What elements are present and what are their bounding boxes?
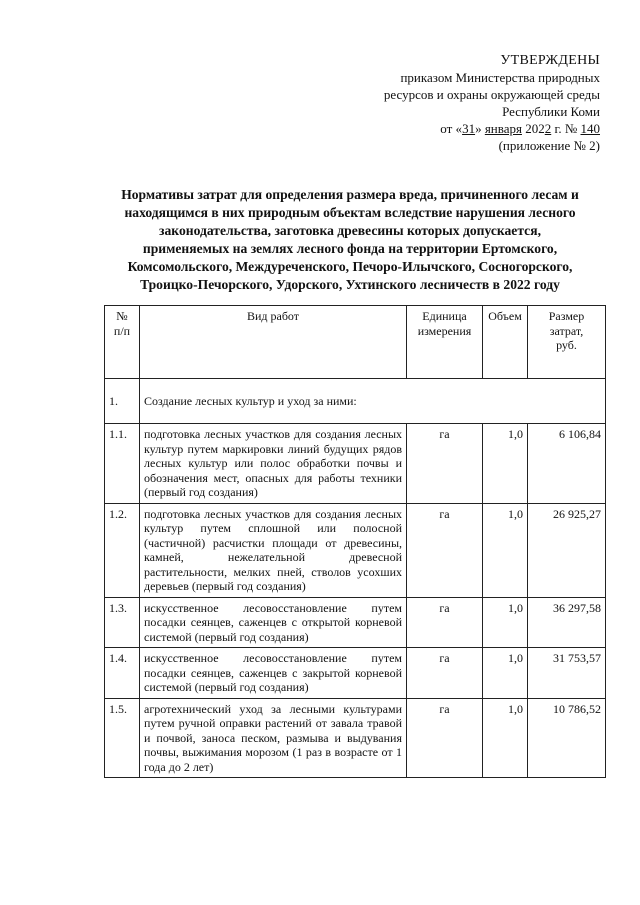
title-line: Комсомольского, Междуреченского, Печоро-Илычского, Сосногорского, bbox=[127, 259, 573, 274]
date-day: 31 bbox=[462, 121, 476, 136]
approval-date bbox=[384, 120, 600, 137]
row-cost: 6 106,84 bbox=[528, 424, 606, 504]
approval-line: ресурсов и охраны окружающей среды bbox=[383, 87, 600, 102]
header-work: Вид работ bbox=[140, 306, 407, 379]
date-order-label: г. № bbox=[551, 121, 581, 136]
row-work: подготовка лесных участков для создания лесных культур путем маркировки линий будущих рядов лесных культур или полос обработки почвы и обозначения мест, опасных для работы техники (первый год создания) bbox=[140, 424, 407, 504]
table-row bbox=[105, 503, 606, 597]
order-number: 140 bbox=[580, 121, 600, 136]
row-work: агротехнический уход за лесными культурами путем ручной оправки растений от завала травой и почвой, заноса песком, размыва и выдувания почвы, выжимания морозом (1 раз в возрасте от 1 года до 2 лет) bbox=[140, 698, 407, 778]
table-row bbox=[105, 648, 606, 699]
title-line: применяемых на землях лесного фонда на территории Ертомского, bbox=[142, 241, 558, 256]
row-work: искусственное лесовосстановление путем посадки сеянцев, саженцев с открытой корневой системой (первый год создания) bbox=[140, 597, 407, 648]
row-unit: га bbox=[407, 648, 483, 699]
row-number: 1.5. bbox=[105, 698, 140, 778]
row-work: подготовка лесных участков для создания лесных культур путем сплошной или полосной (частичной) расчистки площади от древесины, камней, нежелательной древесной растительности, мелких пней, стволов усохших деревьев (первый год создания) bbox=[140, 503, 407, 597]
title-line: Троицко-Печорского, Удорского, Ухтинского лесничеств в 2022 году bbox=[140, 277, 560, 292]
row-unit: га bbox=[407, 597, 483, 648]
approval-line: Республики Коми bbox=[502, 104, 600, 119]
row-number: 1.4. bbox=[105, 648, 140, 699]
row-number: 1.1. bbox=[105, 424, 140, 504]
norms-table bbox=[104, 305, 606, 778]
row-unit: га bbox=[407, 503, 483, 597]
document-title bbox=[90, 186, 610, 294]
title-line: находящимся в них природным объектам вследствие нарушения лесного bbox=[124, 205, 576, 220]
row-unit: га bbox=[407, 698, 483, 778]
table-row bbox=[105, 698, 606, 778]
title-line: Нормативы затрат для определения размера вреда, причиненного лесам и bbox=[121, 187, 579, 202]
row-unit: га bbox=[407, 424, 483, 504]
table-row bbox=[105, 424, 606, 504]
section-row bbox=[105, 379, 606, 424]
row-number: 1.2. bbox=[105, 503, 140, 597]
row-cost: 10 786,52 bbox=[528, 698, 606, 778]
date-month: января bbox=[484, 121, 522, 136]
date-year-prefix: 202 bbox=[521, 121, 545, 136]
row-cost: 26 925,27 bbox=[528, 503, 606, 597]
row-volume: 1,0 bbox=[483, 424, 528, 504]
header-number: № п/п bbox=[105, 306, 140, 379]
date-prefix: от « bbox=[440, 121, 463, 136]
row-cost: 36 297,58 bbox=[528, 597, 606, 648]
approval-heading: УТВЕРЖДЕНЫ bbox=[500, 53, 600, 68]
header-unit: Единица измерения bbox=[407, 306, 483, 379]
row-work: искусственное лесовосстановление путем посадки сеянцев, саженцев с закрытой корневой системой (первый год создания) bbox=[140, 648, 407, 699]
row-cost: 31 753,57 bbox=[528, 648, 606, 699]
row-volume: 1,0 bbox=[483, 503, 528, 597]
date-sep: » bbox=[475, 121, 485, 136]
section-label: Создание лесных культур и уход за ними: bbox=[140, 379, 606, 424]
approval-stamp bbox=[384, 52, 600, 154]
annex-label: (приложение № 2) bbox=[498, 138, 600, 153]
table-row bbox=[105, 597, 606, 648]
header-cost: Размер затрат, руб. bbox=[528, 306, 606, 379]
row-number: 1.3. bbox=[105, 597, 140, 648]
table-header-row bbox=[105, 306, 606, 379]
title-line: законодательства, заготовка древесины которых допускается, bbox=[159, 223, 541, 238]
row-volume: 1,0 bbox=[483, 698, 528, 778]
date-year-digit: 2 bbox=[544, 121, 552, 136]
header-volume: Объем bbox=[483, 306, 528, 379]
row-volume: 1,0 bbox=[483, 648, 528, 699]
section-number: 1. bbox=[105, 379, 140, 424]
row-volume: 1,0 bbox=[483, 597, 528, 648]
approval-line: приказом Министерства природных bbox=[400, 70, 600, 85]
